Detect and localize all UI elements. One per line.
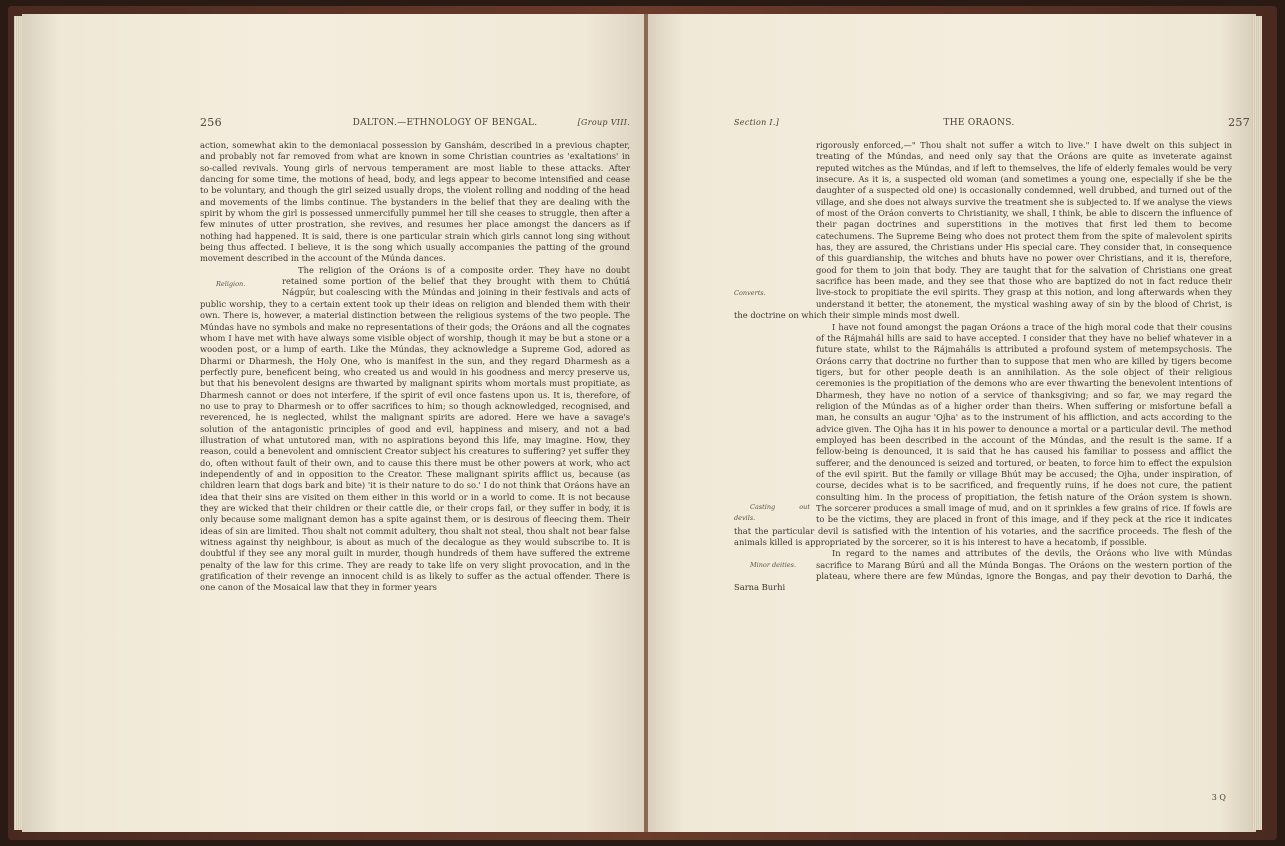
margin-note-minor-deities: Minor deities. [750,561,797,570]
left-paragraph-2 [200,265,630,594]
right-page-number: 257 [1228,116,1250,129]
signature-mark: 3 Q [1211,793,1226,802]
left-paragraph-1: action, somewhat akin to the demoniacal possession by Ganshám, described in a previous chapter, and probably not far removed from what are known in some Christian countries as 'exaltations' in so-called revivals. Young girls of nervous temperament are most liable to these attacks. After dancing for some time, the motions of head, body, and legs appear to become intensified and cease to be voluntary, and though the girl seized usually drops, the violent rolling and nodding of the head and movements of the limbs continue. The bystanders in the belief that they are dealing with the spirit by whom the girl is possessed unmercifully pummel her till she ceases to struggle, then after a few minutes of utter prostration, she revives, and resumes her place amongst the dancers as if nothing had happened. It is said, there is one particular strain which girls cannot long sing without being thus affected. I believe, it is the song which usually accompanies the patting of the ground movement described in the account of the Múnda dances. [200,140,630,264]
left-body-text [200,140,630,594]
left-page [22,14,646,832]
right-paragraph-1-text: rigorously enforced,—" Thou shalt not suffer a witch to live." I have dwelt on this subject in treating of the Múndas, and need only say that the Oráons are quite as inveterate against reputed witches as the Múndas, and if left to themselves, the life of elderly females would be very insecure. As it is, a suspected old woman (and sometimes a young one, especially if she be the daughter of a suspected old one) is occasionally condemned, well drubbed, and turned out of the village, and she does not always survive the treatment she is subjected to. If we analyse the views of most of the Oráon converts to Christianity, we shall, I think, be able to discern the influence of their pagan doctrines and superstitions in the motives that first led them to become catechumens. The Supreme Being who does not protect them from the spite of malevolent spirits has, they are assured, the Christians under His special care. They consider that, in consequence of this guardianship, the witches and bhuts have no power over Christians, and it is, therefore, good for them to join that body. They are taught that for the salvation of Christians one great sacrifice has been made, and they see that those who are baptized do not in fact reduce their live-stock to propitiate the evil spirits. They grasp at this notion, and long afterwards when they understand it better, the atonement, the mystical washing away of sin by the blood of Christ, is the doctrine on which their simple minds most dwell. [734,140,1232,321]
right-paragraph-2 [734,322,1232,549]
right-page [648,14,1256,832]
book [8,6,1277,840]
left-group-label: [Group VIII. [577,118,630,127]
right-paragraph-3 [734,548,1232,593]
right-running-title: THE ORAONS. [943,118,1015,128]
margin-note-casting-out-devils: Casting out devils. [734,502,810,522]
right-body-text [734,140,1232,594]
right-section-label: Section I.] [734,118,780,127]
margin-note-converts: Converts. [734,289,766,297]
right-paragraph-3-text: In regard to the names and attributes of the devils, the Oráons who live with Múndas sacrifice to Marang Búrú and all the Múnda Bongas. The Oráons on the western portion of the plateau, where there are few Múndas, ignore the Bongas, and pay their devotion to Darhá, the Sarna Burhi [734,548,1232,593]
left-paragraph-2-text: The religion of the Oráons is of a composite order. They have no doubt retained some portion of the belief that they brought with them to Chútiá Nágpúr, but coalescing with the Múndas and joining in their festivals and acts of public worship, they to a certain extent took up their ideas on religion and blended them with their own. There is, however, a material distinction between the religious systems of the two people. The Múndas have no symbols and make no representations of their gods; the Oráons and all the cognates whom I have met with have always some visible object of worship, though it may be but a stone or a wooden post, or a lump of earth. Like the Múndas, they acknowledge a Supreme God, adored as Dharmi or Dharmesh, the Holy One, who is manifest in the sun, and they regard Dharmesh as a perfectly pure, beneficent being, who created us and would in his goodness and mercy preserve us, but that his benevolent designs are thwarted by malignant spirits whom mortals must propitiate, as Dharmesh cannot or does not interfere, if the spirit of evil once fastens upon us. It is, therefore, of no use to pray to Dharmesh or to offer sacrifices to him; so though acknowledged, recognised, and reverenced, he is neglected, whilst the malignant spirits are adored. Here we have a savage's solution of the antagonistic principles of good and evil, happiness and misery, and not a bad illustration of what untutored man, with no aspirations beyond this life, may imagine. How, they reason, could a benevolent and omniscient Creator subject his creatures to suffering? yet suffer they do, often without fault of their own, and to cause this there must be other powers at work, who act independently of and in opposition to the Creator. These malignant spirits afflict us, because (as children learn that dogs bark and bite) 'it is their nature to do so.' I do not think that Oráons have an idea that their sins are visited on them either in this world or in a world to come. It is not because they are wicked that their children or their cattle die, or their crops fail, or they suffer in body, it is only because some malignant demon has a spite against them, or is desirous of fleecing them. Their ideas of sin are limited. Thou shalt not commit adultery, thou shalt not steal, thou shalt not bear false witness against thy neighbour, is about as much of the decalogue as they would subscribe to. It is doubtful if they see any moral guilt in murder, though hundreds of them have suffered the extreme penalty of the law for this crime. They are ready to take life on very slight provocation, and in the gratification of their revenge an innocent child is as likely to suffer as the actual offender. There is one canon of the Mosaical law that they in former years [200,264,630,593]
left-running-title: DALTON.—ETHNOLOGY OF BENGAL. [352,118,538,128]
margin-note-religion: Religion. [216,279,246,288]
right-paragraph-2-text: I have not found amongst the pagan Oráons a trace of the high moral code that their cousins of the Rájmahál hills are said to have accepted. I consider that they have no belief whatever in a future state, whilst to the Rájmahális is attributed a profound system of metempsychosis. The Oráons carry that doctrine no further than to suppose that men who are killed by tigers become tigers, but for other people death is an annihilation. As the sole object of their religious ceremonies is the propitiation of the demons who are ever thwarting the benevolent intentions of Dharmesh, they have no notion of a service of thanksgiving; and so far, we may regard the religion of the Múndas as of a higher order than theirs. When suffering or misfortune befall a man, he consults an augur 'Ojha' as to the instrument of his affliction, and acts according to the advice given. The Ojha has it in his power to denounce a mortal or a particular devil. The method employed has been described in the account of the Múndas, and the result is the same. If a fellow-being is denounced, it is said that he has caused his familiar to possess and afflict the sufferer, and the denounced is seized and tortured, or beaten, to force him to effect the expulsion of the evil spirit. But the family or village Bhút may be accused; the Ojha, under inspiration, of course, decides what is to be sacrificed, and frequently ruins, if he does not cure, the patient consulting him. In the process of propitiation, the fetish nature of the Oráon system is shown. The sorcerer produces a small image of mud, and on it sprinkles a few grains of rice. If fowls are to be the victims, they are placed in front of this image, and if they peck at the rice it indicates that the particular devil is satisfied with the intention of his votaries, and the sacrifice proceeds. The flesh of the animals killed is appropriated by the sorcerer, so it is his interest to have a hecatomb, if possible. [734,321,1232,548]
left-page-number: 256 [200,116,222,129]
right-paragraph-1 [734,140,1232,322]
page-edges-right [1252,16,1262,830]
